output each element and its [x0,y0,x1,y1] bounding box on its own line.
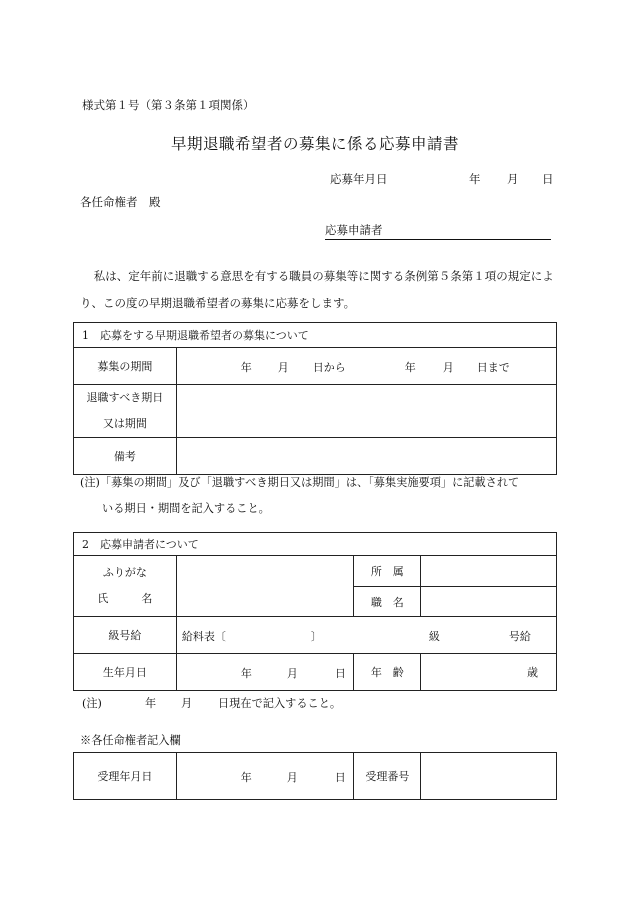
period-field[interactable] [176,348,556,385]
grade-field[interactable] [176,617,556,654]
section3-heading: ※各任命権者記入欄 [80,734,181,747]
retire-field[interactable] [176,385,556,438]
position-field[interactable] [421,587,557,617]
received-date-field[interactable] [176,753,354,800]
name-field[interactable] [176,556,354,617]
section2-note-suffix: 日現在で記入すること。 [218,697,342,710]
grade-unit: 級 [428,630,440,643]
birth-label: 生年月日 [74,654,177,691]
affiliation-label: 所 属 [354,556,421,587]
section2-note-month: 月 [181,697,193,710]
application-date-year: 年 [469,172,481,186]
age-label: 年 齢 [354,654,421,691]
received-number-field[interactable] [421,753,557,800]
section2-note-prefix: (注) [82,697,102,710]
section1-heading: 1 応募をする早期退職希望者の募集について [74,323,557,348]
step-unit: 号給 [508,630,531,643]
period-from-year: 年 [240,361,252,374]
age-field[interactable] [421,654,557,691]
received-month: 月 [286,771,298,784]
section1-note [80,470,560,522]
furigana-label: ふりがな [102,566,147,579]
salary-table-close: 〕 [310,630,322,643]
retire-label-line2: 又は期間 [102,417,147,430]
received-date-label: 受理年月日 [74,753,177,800]
birth-month: 月 [286,667,298,680]
section1-note-line2: いる期日・期間を記入すること。 [102,502,270,515]
section2-note-year: 年 [145,697,157,710]
period-from-month: 月 [277,361,289,374]
application-date-day: 日 [542,172,554,186]
application-date-label: 応募年月日 [330,172,388,186]
received-year: 年 [240,771,252,784]
received-number-label: 受理番号 [354,753,421,800]
section2-table [73,532,557,691]
period-to-year: 年 [404,361,416,374]
birth-year: 年 [240,667,252,680]
retire-label [74,385,177,438]
form-id: 様式第１号（第３条第１項関係） [82,98,255,112]
received-day: 日 [334,771,346,784]
remarks-field[interactable] [176,438,556,475]
application-date-month: 月 [507,172,519,186]
section2-heading: 2 応募申請者について [74,533,557,556]
section3-table [73,752,557,800]
affiliation-field[interactable] [421,556,557,587]
period-to-month: 月 [442,361,454,374]
page-title: 早期退職希望者の募集に係る応募申請書 [170,135,459,153]
salary-table-open: 給料表〔 [181,630,226,643]
section1-note-line1: (注)「募集の期間」及び「退職すべき期日又は期間」は、「募集実施要項」に記載されて [80,476,520,489]
name-label [74,556,177,617]
addressee: 各任命権者 殿 [80,195,161,209]
position-label: 職 名 [354,587,421,617]
period-label: 募集の期間 [74,348,177,385]
birth-field[interactable] [176,654,354,691]
period-to-suffix: 日まで [476,361,510,374]
age-unit: 歳 [527,666,538,679]
retire-label-line1: 退職すべき期日 [86,391,164,404]
period-from-suffix: 日から [312,361,346,374]
applicant-signature-line[interactable] [325,222,551,240]
birth-day: 日 [334,667,346,680]
section1-table [73,322,557,475]
intro-paragraph: 私は、定年前に退職する意思を有する職員の募集等に関する条例第５条第１項の規定により、この度の早期退職希望者の募集に応募をします。 [80,269,554,310]
remarks-label: 備考 [74,438,177,475]
grade-label: 級号給 [74,617,177,654]
name-label-text: 氏 名 [97,592,153,605]
applicant-label: 応募申請者 [325,223,383,237]
